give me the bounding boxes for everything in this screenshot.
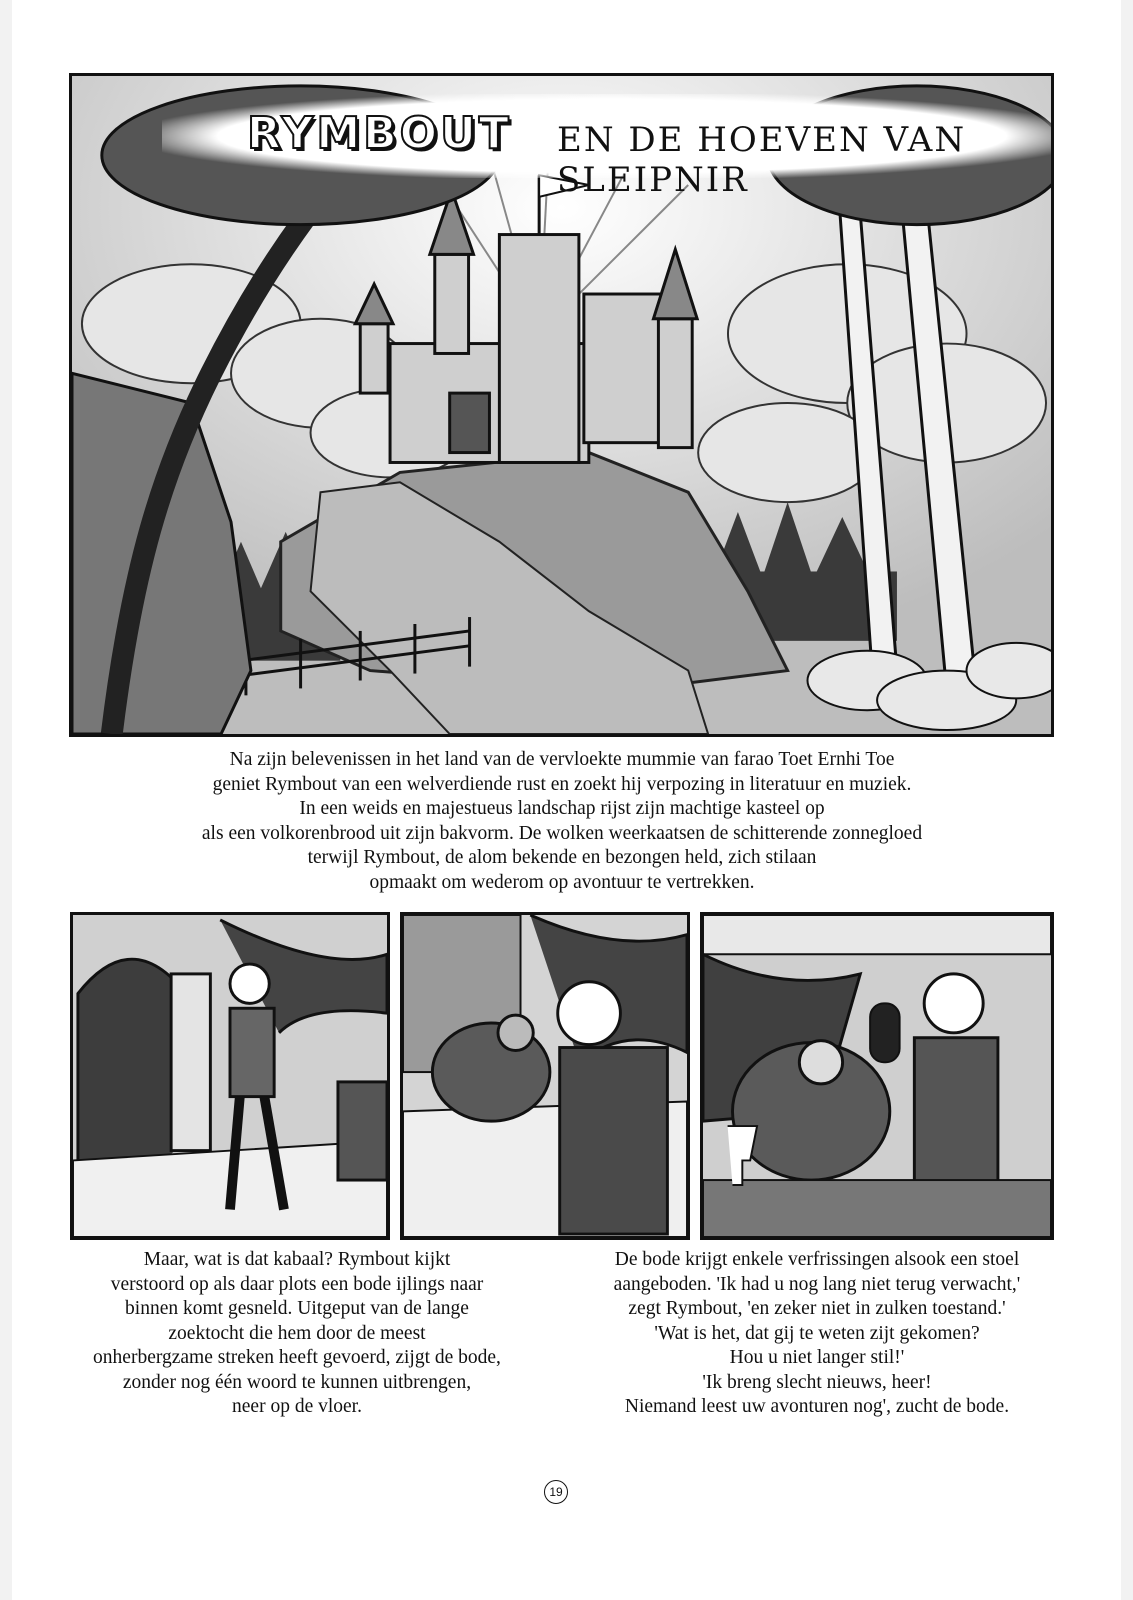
caption-line: geniet Rymbout van een welverdiende rust en zoekt hij verpozing in literatuur en muziek. xyxy=(212,773,912,795)
caption-line: Niemand leest uw avonturen nog', zucht de bode. xyxy=(624,1396,1010,1417)
caption-line: neer op de vloer. xyxy=(232,1396,362,1417)
caption-line: opmaakt om wederom op avontuur te vertrekken. xyxy=(369,871,755,893)
comic-subtitle: EN DE HOEVEN VAN SLEIPNIR xyxy=(557,120,967,200)
panel-messenger-collapses xyxy=(400,912,690,1240)
caption-line: Maar, wat is dat kabaal? Rymbout kijkt xyxy=(143,1249,451,1270)
caption-line: aangeboden. 'Ik had u nog lang niet terug verwacht,' xyxy=(613,1273,1021,1295)
title-banner xyxy=(162,94,1054,200)
caption-line: zegt Rymbout, 'en zeker niet in zulken toestand.' xyxy=(628,1298,1006,1319)
comic-page xyxy=(12,0,1121,1600)
caption-left xyxy=(52,1248,542,1420)
caption-line: onherbergzame streken heeft gevoerd, zijgt de bode, xyxy=(93,1347,501,1368)
caption-line: zonder nog één woord te kunnen uitbrengen, xyxy=(122,1371,472,1393)
hall-illustration xyxy=(73,915,387,1237)
panel-rymbout-hall xyxy=(70,912,390,1240)
caption-line: De bode krijgt enkele verfrissingen alsook een stoel xyxy=(614,1249,1020,1270)
caption-line: zoektocht die hem door de meest xyxy=(168,1322,426,1344)
castle-panel xyxy=(69,73,1054,737)
caption-line: verstoord op als daar plots een bode ijlings naar xyxy=(110,1273,484,1295)
messenger-illustration xyxy=(403,915,687,1237)
caption-line: Hou u niet langer stil!' xyxy=(729,1347,905,1368)
caption-right xyxy=(567,1248,1067,1420)
comic-title: RYMBOUT xyxy=(247,108,512,159)
caption-line: In een weids en majestueus landschap rijst zijn machtige kasteel op xyxy=(299,798,825,819)
caption-line: als een volkorenbrood uit zijn bakvorm. De wolken weerkaatsen de schitterende zonnegloed xyxy=(201,822,923,844)
caption-line: binnen komt gesneld. Uitgeput van de lange xyxy=(125,1298,469,1319)
caption-line: 'Ik breng slecht nieuws, heer! xyxy=(702,1371,932,1393)
caption-line: 'Wat is het, dat gij te weten zijt gekomen? xyxy=(654,1322,980,1344)
caption-line: terwijl Rymbout, de alom bekende en bezongen held, zich stilaan xyxy=(307,847,817,868)
caption-top xyxy=(72,748,1052,895)
caption-line: Na zijn belevenissen in het land van de vervloekte mummie van farao Toet Ernhi Toe xyxy=(229,749,895,770)
page-number: 19 xyxy=(544,1480,568,1504)
seated-illustration xyxy=(703,915,1051,1237)
panel-messenger-seated xyxy=(700,912,1054,1240)
